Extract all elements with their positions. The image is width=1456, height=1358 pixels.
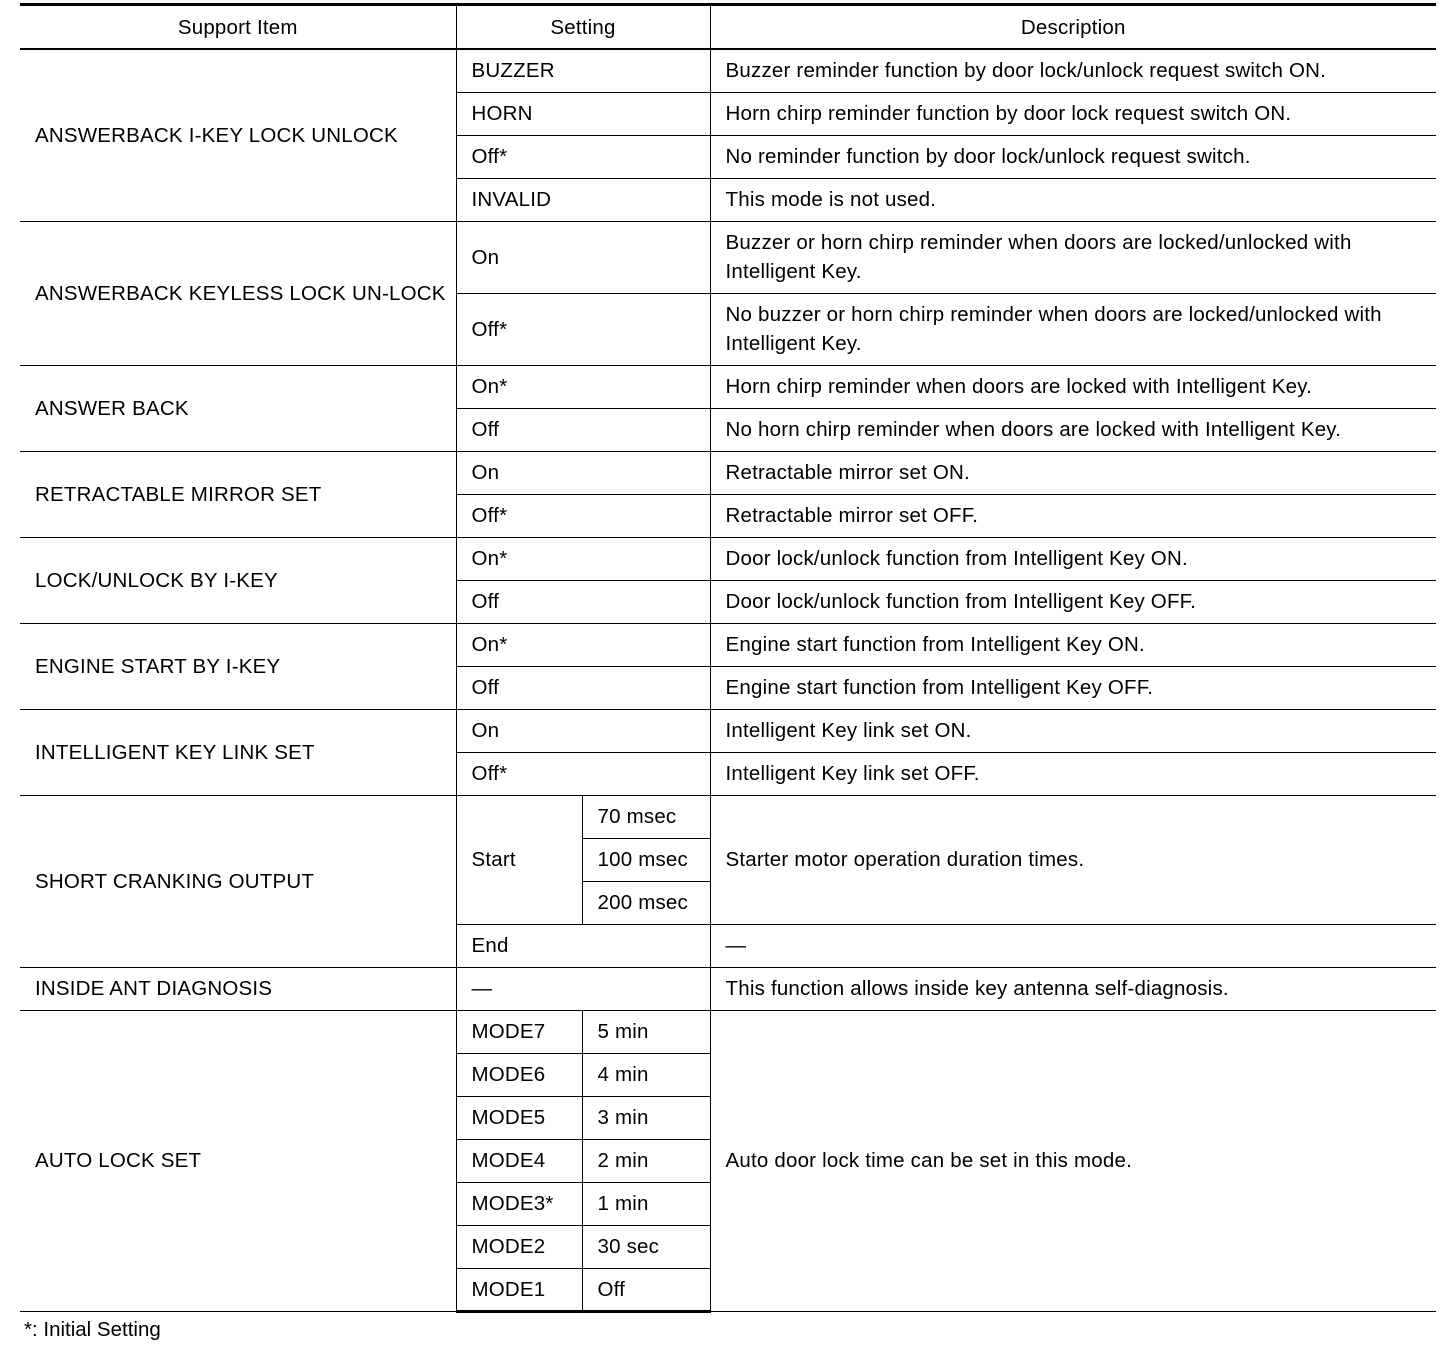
mode-value-cell: 4 min — [582, 1053, 710, 1096]
header-description: Description — [710, 5, 1436, 50]
mode-cell: MODE6 — [456, 1053, 582, 1096]
description-cell: This function allows inside key antenna self-diagnosis. — [710, 967, 1436, 1010]
description-cell: Starter motor operation duration times. — [710, 795, 1436, 924]
setting-cell: Off* — [456, 752, 710, 795]
description-cell: Retractable mirror set ON. — [710, 451, 1436, 494]
mode-value-cell: 1 min — [582, 1182, 710, 1225]
setting-cell: On* — [456, 623, 710, 666]
header-support-item: Support Item — [20, 5, 456, 50]
table-row — [20, 967, 1436, 1010]
setting-cell: — — [456, 967, 710, 1010]
setting-cell: On* — [456, 365, 710, 408]
description-cell: Buzzer reminder function by door lock/unlock request switch ON. — [710, 49, 1436, 92]
mode-cell: MODE7 — [456, 1010, 582, 1053]
description-cell: No buzzer or horn chirp reminder when doors are locked/unlocked with Intelligent Key. — [710, 293, 1436, 365]
setting-cell: BUZZER — [456, 49, 710, 92]
mode-value-cell: 2 min — [582, 1139, 710, 1182]
start-duration-cell: 100 msec — [582, 838, 710, 881]
description-cell: Buzzer or horn chirp reminder when doors are locked/unlocked with Intelligent Key. — [710, 221, 1436, 293]
setting-cell: INVALID — [456, 178, 710, 221]
table-row — [20, 1010, 1436, 1053]
table-row — [20, 451, 1436, 494]
footnote-initial-setting: *: Initial Setting — [24, 1318, 161, 1341]
mode-cell: MODE3* — [456, 1182, 582, 1225]
mode-cell: MODE4 — [456, 1139, 582, 1182]
support-item-lock-unlock-ikey: LOCK/UNLOCK BY I-KEY — [20, 537, 456, 623]
setting-cell: Off* — [456, 293, 710, 365]
setting-cell: On — [456, 709, 710, 752]
setting-cell: Off — [456, 408, 710, 451]
mode-cell: MODE2 — [456, 1225, 582, 1268]
table-row — [20, 709, 1436, 752]
mode-cell: MODE5 — [456, 1096, 582, 1139]
support-items-table — [20, 3, 1436, 1313]
setting-cell: Off* — [456, 494, 710, 537]
support-item-key-link: INTELLIGENT KEY LINK SET — [20, 709, 456, 795]
support-item-answerback-ikey: ANSWERBACK I-KEY LOCK UNLOCK — [20, 49, 456, 221]
setting-cell: Off — [456, 580, 710, 623]
description-cell: Retractable mirror set OFF. — [710, 494, 1436, 537]
setting-cell: On* — [456, 537, 710, 580]
setting-cell: HORN — [456, 92, 710, 135]
description-cell: — — [710, 924, 1436, 967]
mode-cell: MODE1 — [456, 1268, 582, 1311]
table-row — [20, 537, 1436, 580]
description-cell: Horn chirp reminder function by door lock request switch ON. — [710, 92, 1436, 135]
table-row — [20, 795, 1436, 838]
description-cell: Engine start function from Intelligent Key OFF. — [710, 666, 1436, 709]
setting-cell: On — [456, 451, 710, 494]
support-item-retractable-mirror: RETRACTABLE MIRROR SET — [20, 451, 456, 537]
mode-value-cell: 5 min — [582, 1010, 710, 1053]
setting-cell: On — [456, 221, 710, 293]
setting-cell: Off — [456, 666, 710, 709]
description-cell: This mode is not used. — [710, 178, 1436, 221]
support-item-engine-start: ENGINE START BY I-KEY — [20, 623, 456, 709]
description-cell: Intelligent Key link set OFF. — [710, 752, 1436, 795]
setting-cell-end: End — [456, 924, 710, 967]
description-cell: Auto door lock time can be set in this mode. — [710, 1010, 1436, 1311]
description-cell: Engine start function from Intelligent Key ON. — [710, 623, 1436, 666]
description-cell: No horn chirp reminder when doors are locked with Intelligent Key. — [710, 408, 1436, 451]
table-header-row — [20, 5, 1436, 50]
table-row — [20, 623, 1436, 666]
mode-value-cell: Off — [582, 1268, 710, 1311]
support-item-answerback-keyless: ANSWERBACK KEYLESS LOCK UN-LOCK — [20, 221, 456, 365]
description-cell: Horn chirp reminder when doors are locked with Intelligent Key. — [710, 365, 1436, 408]
setting-cell-start: Start — [456, 795, 582, 924]
description-cell: Intelligent Key link set ON. — [710, 709, 1436, 752]
table-row — [20, 221, 1436, 293]
header-setting: Setting — [456, 5, 710, 50]
start-duration-cell: 200 msec — [582, 881, 710, 924]
support-item-inside-ant: INSIDE ANT DIAGNOSIS — [20, 967, 456, 1010]
support-item-auto-lock: AUTO LOCK SET — [20, 1010, 456, 1311]
start-duration-cell: 70 msec — [582, 795, 710, 838]
mode-value-cell: 30 sec — [582, 1225, 710, 1268]
description-cell: Door lock/unlock function from Intelligent Key OFF. — [710, 580, 1436, 623]
table-row — [20, 365, 1436, 408]
description-cell: No reminder function by door lock/unlock request switch. — [710, 135, 1436, 178]
description-cell: Door lock/unlock function from Intelligent Key ON. — [710, 537, 1436, 580]
table-row — [20, 49, 1436, 92]
support-item-short-cranking: SHORT CRANKING OUTPUT — [20, 795, 456, 967]
support-item-answer-back: ANSWER BACK — [20, 365, 456, 451]
spec-table-container — [20, 3, 1436, 1313]
mode-value-cell: 3 min — [582, 1096, 710, 1139]
setting-cell: Off* — [456, 135, 710, 178]
